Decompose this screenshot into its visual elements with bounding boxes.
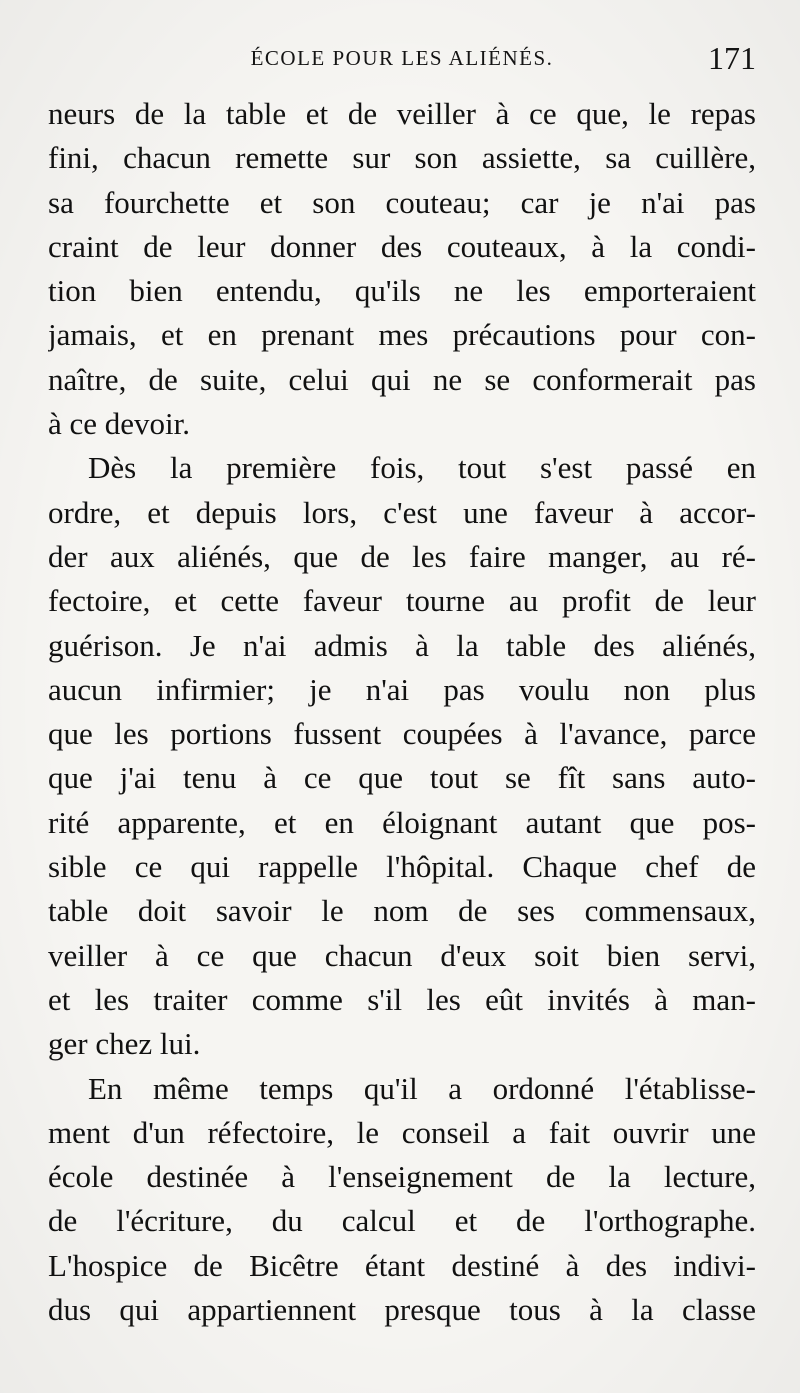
- text-line: rité apparente, et en éloignant autant que pos-: [48, 804, 756, 840]
- text-line: sible ce qui rappelle l'hôpital. Chaque chef de: [48, 849, 756, 885]
- text-line: de l'écriture, du calcul et de l'orthographe.: [48, 1203, 756, 1239]
- text-line: craint de leur donner des couteaux, à la condi-: [48, 228, 756, 264]
- text-line: ordre, et depuis lors, c'est une faveur à accor-: [48, 494, 756, 530]
- text-line: et les traiter comme s'il les eût invités à man-: [48, 981, 756, 1017]
- text-line: aucun infirmier; je n'ai pas voulu non plus: [48, 671, 756, 707]
- text-line: guérison. Je n'ai admis à la table des aliénés,: [48, 627, 756, 663]
- running-title: ÉCOLE POUR LES ALIÉNÉS.: [250, 46, 554, 70]
- text-line: neurs de la table et de veiller à ce que, le repas: [48, 96, 756, 131]
- text-line: table doit savoir le nom de ses commensaux,: [48, 893, 756, 929]
- text-line: L'hospice de Bicêtre étant destiné à des indivi-: [48, 1247, 756, 1283]
- text-line: jamais, et en prenant mes précautions pour con-: [48, 317, 756, 353]
- text-line: ment d'un réfectoire, le conseil a fait ouvrir une: [48, 1114, 756, 1150]
- page-number: 171: [708, 40, 756, 76]
- text-line: tion bien entendu, qu'ils ne les emporteraient: [48, 273, 756, 309]
- text-line: En même temps qu'il a ordonné l'établisse-: [88, 1070, 756, 1106]
- text-line: fectoire, et cette faveur tourne au profit de leur: [48, 583, 756, 619]
- running-head: [48, 40, 756, 80]
- text-line: à ce devoir.: [48, 406, 191, 442]
- text-line: dus qui appartiennent presque tous à la classe: [48, 1292, 756, 1328]
- text-line: Dès la première fois, tout s'est passé en: [88, 450, 756, 486]
- text-line: naître, de suite, celui qui ne se conformerait pas: [48, 361, 756, 397]
- body-text: [48, 92, 756, 1332]
- text-line: der aux aliénés, que de les faire manger, au ré-: [48, 538, 756, 574]
- text-line: que j'ai tenu à ce que tout se fît sans auto-: [48, 760, 756, 796]
- text-line: école destinée à l'enseignement de la lecture,: [48, 1159, 756, 1195]
- text-line: ger chez lui.: [48, 1026, 201, 1062]
- text-line: que les portions fussent coupées à l'avance, parce: [48, 716, 756, 752]
- text-line: sa fourchette et son couteau; car je n'ai pas: [48, 184, 756, 220]
- text-line: fini, chacun remette sur son assiette, sa cuillère,: [48, 140, 756, 176]
- text-line: veiller à ce que chacun d'eux soit bien servi,: [48, 937, 756, 973]
